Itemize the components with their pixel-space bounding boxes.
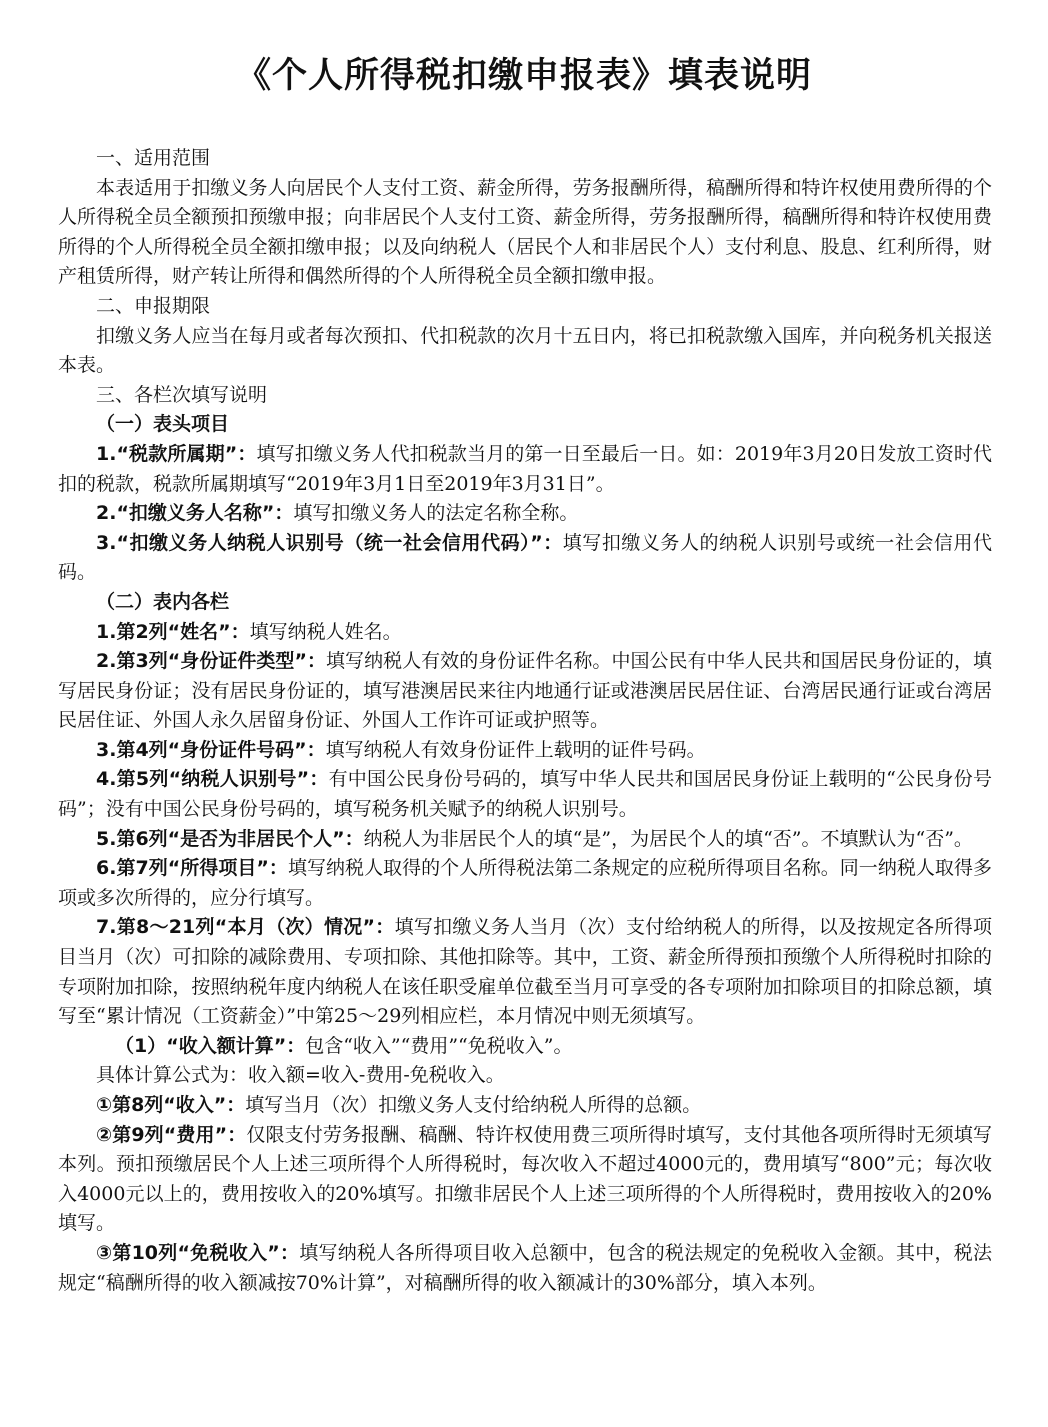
paragraph-scope: 本表适用于扣缴义务人向居民个人支付工资、薪金所得，劳务报酬所得，稿酬所得和特许权使用费所得的个人所得税全员全额预扣预缴申报；向非居民个人支付工资、薪金所得，劳务报酬所得，稿酬所得和特许权使用费所得的个人所得税全员全额扣缴申报；以及向纳税人（居民个人和非居民个人）支付利息、股息、红利所得，财产租赁所得，财产转让所得和偶然所得的个人所得税全员全额扣缴申报。 — [58, 176, 992, 288]
document-body — [58, 144, 992, 1298]
item-label: （1）“收入额计算”： — [115, 1034, 306, 1057]
item-withholder-id — [58, 529, 992, 588]
item-col-name — [58, 618, 992, 648]
item-col-id-type — [58, 647, 992, 736]
item-text: 填写纳税人取得的个人所得税法第二条规定的应税所得项目名称。同一纳税人取得多项或多次所得的，应分行填写。 — [58, 857, 992, 909]
item-text: 有中国公民身份号码的，填写中华人民共和国居民身份证上载明的“公民身份号码”；没有中国公民身份号码的，填写税务机关赋予的纳税人识别号。 — [58, 768, 992, 821]
item-label: ③第10列“免税收入”： — [96, 1241, 300, 1264]
item-label: 1.“税款所属期”： — [96, 442, 257, 465]
item-text: 纳税人为非居民个人的填“是”，为居民个人的填“否”。不填默认为“否”。 — [363, 827, 973, 850]
item-col-income — [58, 1091, 992, 1121]
item-label: 7.第8～21列“本月（次）情况”： — [96, 916, 395, 939]
section-heading-scope: 一、适用范围 — [96, 147, 211, 169]
item-text: 填写扣缴义务人的纳税人识别号或统一社会信用代码。 — [58, 531, 992, 584]
item-text: 填写纳税人姓名。 — [249, 620, 402, 643]
item-label: 6.第7列“所得项目”： — [96, 857, 288, 880]
item-label: 2.第3列“身份证件类型”： — [96, 650, 327, 673]
paragraph-deadline: 扣缴义务人应当在每月或者每次预扣、代扣税款的次月十五日内，将已扣税款缴入国库，并向税务机关报送本表。 — [58, 324, 992, 377]
section-heading-deadline: 二、申报期限 — [96, 294, 211, 317]
item-col-nonresident — [58, 825, 992, 855]
item-col-income-item — [58, 854, 992, 913]
item-label: 3.“扣缴义务人纳税人识别号（统一社会信用代码）”： — [96, 531, 563, 554]
item-col-expense — [58, 1121, 992, 1239]
item-label: 1.第2列“姓名”： — [96, 620, 250, 643]
item-tax-period — [58, 440, 992, 499]
item-label: 3.第4列“身份证件号码”： — [96, 738, 326, 761]
item-text: 填写当月（次）扣缴义务人支付给纳税人所得的总额。 — [245, 1094, 702, 1116]
item-label: 4.第5列“纳税人识别号”： — [96, 768, 329, 791]
item-label: 2.“扣缴义务人名称”： — [96, 502, 294, 525]
item-text: 填写纳税人各所得项目收入总额中，包含的税法规定的免税收入金额。其中，税法规定“稿酬所得的收入额减按70%计算”，对稿酬所得的收入额减计的30%部分，填入本列。 — [58, 1241, 992, 1294]
item-label: ②第9列“费用”： — [96, 1123, 247, 1146]
item-text: 仅限支付劳务报酬、稿酬、特许权使用费三项所得时填写，支付其他各项所得时无须填写本列。预扣预缴居民个人上述三项所得个人所得税时，每次收入不超过4000元的，费用填写“800”元；每次收入4000元以上的，费用按收入的20%填写。扣缴非居民个人上述三项所得的个人所得税时，费用按收入的20%填写。 — [58, 1123, 992, 1235]
item-label: ①第8列“收入”： — [96, 1094, 246, 1116]
section-heading-columns: 三、各栏次填写说明 — [96, 383, 268, 406]
item-income-calc — [58, 1032, 992, 1062]
item-text: 填写扣缴义务人代扣税款当月的第一日至最后一日。如：2019年3月20日发放工资时代扣的税款，税款所属期填写“2019年3月1日至2019年3月31日”。 — [58, 442, 992, 495]
subsection-heading-header-items: （一）表头项目 — [96, 413, 230, 436]
item-col-monthly — [58, 913, 992, 1031]
item-label: 5.第6列“是否为非居民个人”： — [96, 827, 364, 850]
page-title: 《个人所得税扣缴申报表》填表说明 — [235, 56, 812, 96]
item-col-taxfree — [58, 1239, 992, 1298]
item-text: 填写扣缴义务人当月（次）支付给纳税人的所得，以及按规定各所得项目当月（次）可扣除的减除费用、专项扣除、其他扣除等。其中，工资、薪金所得预扣预缴个人所得税时扣除的专项附加扣除，按照纳税年度内纳税人在该任职受雇单位截至当月可享受的各专项附加扣除项目的扣除总额，填写至“累计情况（工资薪金）”中第25～29列相应栏，本月情况中则无须填写。 — [58, 916, 992, 1028]
item-col-id-number — [58, 736, 992, 766]
item-text: 包含“收入”“费用”“免税收入”。 — [305, 1034, 573, 1057]
item-text: 填写纳税人有效身份证件上载明的证件号码。 — [325, 738, 706, 761]
income-formula: 具体计算公式为：收入额=收入-费用-免税收入。 — [96, 1064, 505, 1087]
item-withholder-name — [58, 499, 992, 529]
item-text: 填写纳税人有效的身份证件名称。中国公民有中华人民共和国居民身份证的，填写居民身份证；没有居民身份证的，填写港澳居民来往内地通行证或港澳居民居住证、台湾居民通行证或台湾居民居住证、外国人永久居留身份证、外国人工作许可证或护照等。 — [58, 650, 992, 732]
subsection-heading-table-columns: （二）表内各栏 — [96, 590, 230, 613]
item-col-taxpayer-id — [58, 765, 992, 824]
item-text: 填写扣缴义务人的法定名称全称。 — [293, 502, 579, 525]
